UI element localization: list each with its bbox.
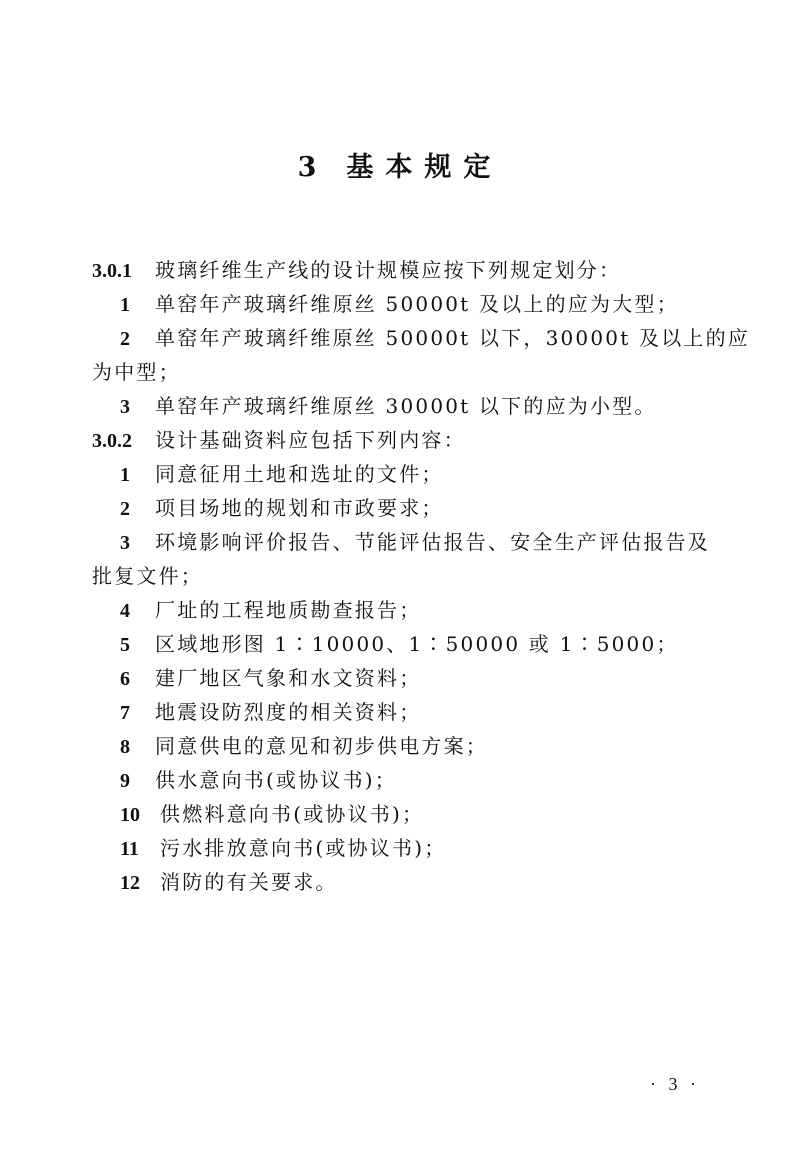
list-item (92, 661, 732, 695)
list-item (92, 729, 732, 763)
clause-text: 玻璃纤维生产线的设计规模应按下列规定划分： (155, 258, 622, 282)
list-item (92, 695, 732, 729)
item-number: 9 (120, 770, 130, 792)
list-item (92, 865, 732, 899)
item-number: 1 (120, 464, 130, 486)
list-item (92, 797, 732, 831)
item-number: 8 (120, 736, 130, 758)
item-number: 1 (120, 294, 130, 316)
item-number: 4 (120, 600, 130, 622)
item-text: 地震设防烈度的相关资料； (155, 700, 422, 724)
list-item (92, 389, 732, 423)
list-item (92, 287, 732, 321)
list-item (92, 525, 732, 559)
item-text: 单窑年产玻璃纤维原丝 50000t 以下，30000t 及以上的应 (155, 326, 750, 350)
list-item (92, 627, 732, 661)
item-number: 2 (120, 498, 130, 520)
list-item (92, 457, 732, 491)
item-number: 3 (120, 532, 130, 554)
item-text-continuation: 为中型； (92, 360, 181, 384)
item-text: 建厂地区气象和水文资料； (155, 666, 422, 690)
item-number: 12 (120, 872, 140, 894)
item-text: 供水意向书(或协议书)； (155, 768, 398, 792)
item-text: 单窑年产玻璃纤维原丝 30000t 以下的应为小型。 (155, 394, 657, 418)
document-body (92, 253, 750, 899)
item-number: 11 (120, 838, 139, 860)
section-clause (92, 253, 732, 287)
item-number: 3 (120, 396, 130, 418)
list-item (92, 491, 732, 525)
item-text: 污水排放意向书(或协议书)； (160, 836, 447, 860)
list-item (92, 763, 732, 797)
item-text: 项目场地的规划和市政要求； (155, 496, 444, 520)
chapter-title-text: 基本规定 (346, 152, 503, 183)
item-number: 10 (120, 804, 140, 826)
item-text: 同意征用土地和选址的文件； (155, 462, 444, 486)
chapter-title (0, 145, 800, 184)
item-number: 2 (120, 328, 130, 350)
list-item (92, 831, 732, 865)
list-item (92, 593, 732, 627)
clause-text: 设计基础资料应包括下列内容： (155, 428, 466, 452)
clause-number: 3.0.2 (92, 430, 132, 452)
chapter-number: 3 (297, 152, 329, 183)
item-number: 6 (120, 668, 130, 690)
list-item (92, 321, 750, 355)
item-text: 单窑年产玻璃纤维原丝 50000t 及以上的应为大型； (155, 292, 679, 316)
page-number: · 3 · (650, 1074, 700, 1094)
item-text: 环境影响评价报告、节能评估报告、安全生产评估报告及 (155, 530, 710, 554)
clause-number: 3.0.1 (92, 260, 132, 282)
item-text: 消防的有关要求。 (160, 870, 338, 894)
item-text: 厂址的工程地质勘查报告； (155, 598, 422, 622)
item-text: 供燃料意向书(或协议书)； (160, 802, 425, 826)
item-text: 区域地形图 1∶10000、1∶50000 或 1∶5000； (155, 632, 679, 656)
item-number: 5 (120, 634, 130, 656)
section-clause (92, 423, 732, 457)
item-text-continuation: 批复文件； (92, 564, 203, 588)
item-text: 同意供电的意见和初步供电方案； (155, 734, 488, 758)
item-number: 7 (120, 702, 130, 724)
